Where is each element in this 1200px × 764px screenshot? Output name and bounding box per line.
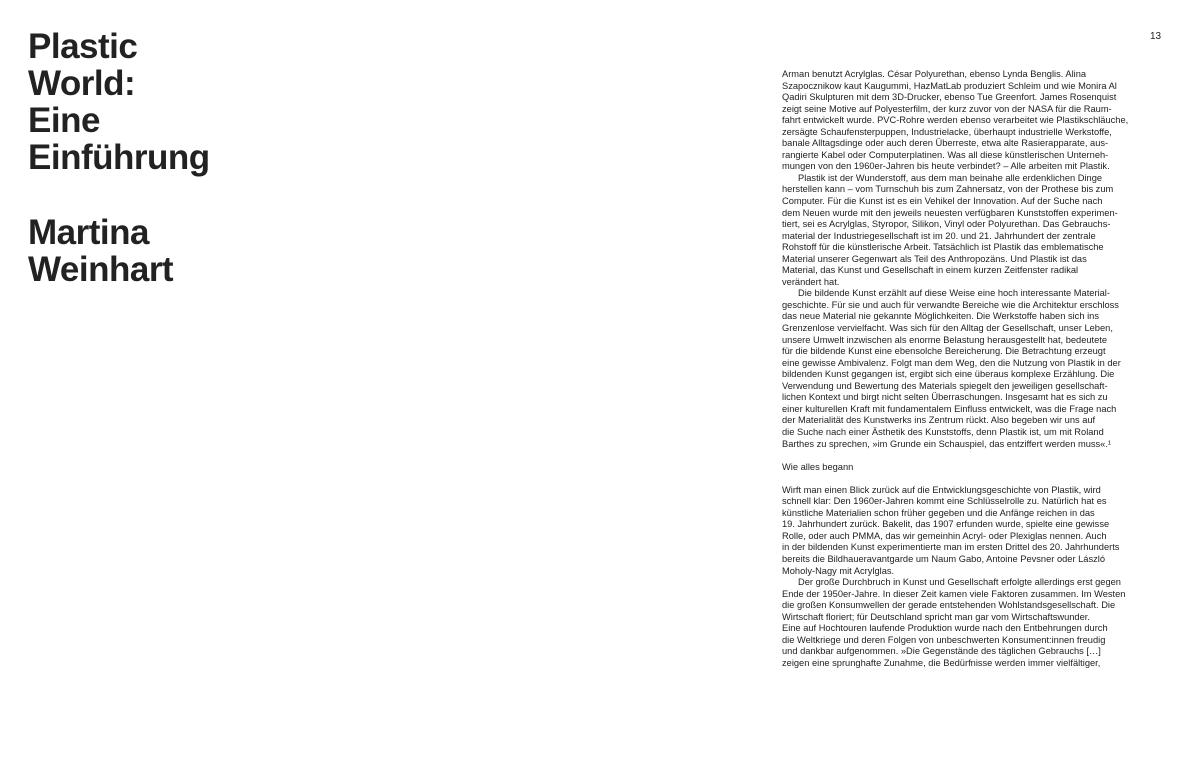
title-line: Einführung [28, 138, 210, 177]
title-line: World: [28, 64, 136, 103]
text-line: verändert hat. [782, 276, 840, 287]
text-line: der Materialität des Kunstwerks ins Zentrum rückt. Also begeben wir uns auf [782, 415, 1096, 426]
text-line: Plastik ist der Wunderstoff, aus dem man beinahe alle erdenklichen Dinge [798, 172, 1103, 183]
text-line: rangierte Kabel oder Computerplatinen. Was all diese künstlerischen Unterneh- [782, 149, 1109, 160]
text-line: bildenden Kunst gegangen ist, ergibt sich eine überaus komplexe Erzählung. Die [782, 369, 1115, 380]
text-line: Wirtschaft floriert; für Deutschland spricht man gar vom Wirtschaftswunder. [782, 611, 1090, 622]
article-title-block [28, 28, 358, 288]
paragraph [782, 69, 1152, 173]
text-line: lichen Kontext und birgt nicht selten Überraschungen. Insgesamt hat es sich zu [782, 392, 1108, 403]
text-line: die Suche nach einer Ästhetik des Kunststoffs, denn Plastik ist, um mit Roland [782, 426, 1104, 437]
text-line: material der Industriegesellschaft ist im 20. und 21. Jahrhundert der zentrale [782, 230, 1096, 241]
text-line: 19. Jahrhundert zurück. Bakelit, das 1907 erfunden wurde, spielte eine gewisse [782, 519, 1110, 530]
text-line: zeigen eine sprunghafte Zunahme, die Bedürfnisse werden immer vielfältiger, [782, 657, 1101, 668]
text-line: Die bildende Kunst erzählt auf diese Weise eine hoch interessante Material- [798, 288, 1110, 299]
text-line: geschichte. Für sie und auch für verwandte Bereiche wie die Architektur erschloss [782, 299, 1119, 310]
paragraph [782, 485, 1152, 577]
text-line: eine gewisse Ambivalenz. Folgt man dem Weg, den die Nutzung von Plastik in der [782, 357, 1121, 368]
text-line: die großen Konsumwellen der gerade entstehenden Wohlstandsgesellschaft. Die [782, 600, 1116, 611]
spacer [782, 473, 1152, 485]
text-line: und dankbar aufgenommen. »Die Gegenstände des täglichen Gebrauchs […] [782, 646, 1101, 657]
text-line: Szapocznikow kaut Kaugummi, HazMatLab produziert Schleim und wie Monira Al [782, 80, 1117, 91]
text-line: Ende der 1950er-Jahre. In dieser Zeit kamen viele Faktoren zusammen. Im Westen [782, 588, 1126, 599]
spacer [782, 450, 1152, 462]
text-line: Material, das Kunst und Gesellschaft in einem kurzen Zeitfenster radikal [782, 265, 1079, 276]
section-heading: Wie alles begann [782, 461, 854, 472]
paragraph [782, 288, 1152, 450]
paragraph [782, 577, 1152, 669]
text-line: dem Neuen wurde mit den jeweils neuesten verfügbaren Kunststoffen experimen- [782, 207, 1118, 218]
text-line: herstellen kann – vom Turnschuh bis zum Zahnersatz, von der Prothese bis zum [782, 184, 1114, 195]
title-line: Eine [28, 101, 100, 140]
text-line: die Weltkriege und deren Folgen von unbeschwerten Konsument:innen freudig [782, 634, 1106, 645]
text-line: Rohstoff für die künstlerische Arbeit. Tatsächlich ist Plastik das emblematische [782, 242, 1104, 253]
text-line: banale Alltagsdinge oder auch deren Überreste, etwa alte Rasierapparate, aus- [782, 138, 1109, 149]
text-line: Rolle, oder auch PMMA, das wir gemeinhin Acryl- oder Plexiglas nennen. Auch [782, 530, 1107, 541]
text-line: Moholy-Nagy mit Acrylglas. [782, 565, 895, 576]
text-line: Eine auf Hochtouren laufende Produktion wurde nach den Entbehrungen durch [782, 623, 1108, 634]
text-line: Barthes zu sprechen, »im Grunde ein Schauspiel, das entziffert werden muss«.¹ [782, 438, 1112, 449]
text-line: Qadiri Skulpturen mit dem 3D-Drucker, ebenso Tue Greenfort. James Rosenquist [782, 92, 1117, 103]
text-line: einer kulturellen Kraft mit fundamentalem Einfluss entwickelt, was die Frage nach [782, 403, 1117, 414]
text-line: das neue Material nie gekannte Möglichkeiten. Die Werkstoffe haben sich ins [782, 311, 1099, 322]
text-line: Arman benutzt Acrylglas. César Polyurethan, ebenso Lynda Benglis. Alina [782, 69, 1087, 79]
text-line: Grenzenlose vervielfacht. Was sich für den Alltag der Gesellschaft, unser Leben, [782, 323, 1113, 334]
text-line: Verwendung und Bewertung des Materials spiegelt den jeweiligen gesellschaft- [782, 380, 1108, 391]
author-line: Martina [28, 213, 149, 252]
text-line: Der große Durchbruch in Kunst und Gesellschaft erfolgte allerdings erst gegen [798, 577, 1121, 588]
text-line: Material unserer Gegenwart als Teil des Anthropozäns. Und Plastik ist das [782, 253, 1087, 264]
title-line: Plastic [28, 27, 138, 66]
author-line: Weinhart [28, 250, 174, 289]
paragraph [782, 173, 1152, 288]
title-author-gap [28, 176, 358, 214]
page-number: 13 [1150, 31, 1162, 42]
text-line: unsere Umwelt inzwischen als enorme Belastung herausgestellt hat, bedeutete [782, 334, 1108, 345]
text-line: in der bildenden Kunst experimentierte man im ersten Drittel des 20. Jahrhunderts [782, 542, 1120, 553]
text-line: mungen von den 1960er-Jahren bis heute verbindet? – Alle arbeiten mit Plastik. [782, 161, 1110, 172]
text-line: künstliche Materialien schon früher gegeben und die Anfänge reichen in das [782, 507, 1095, 518]
text-line: zeigt seine Motive auf Polyesterfilm, der kurz zuvor von der NASA für die Raum- [782, 103, 1112, 114]
body-text-column [782, 69, 1152, 669]
text-line: tiert, sei es Acrylglas, Styropor, Silikon, Vinyl oder Polyurethan. Das Gebrauchs- [782, 219, 1111, 230]
text-line: bereits die Bildhaueravantgarde um Naum Gabo, Antoine Pevsner oder László [782, 553, 1106, 564]
text-line: fahrt entwickelt wurde. PVC-Rohre werden ebenso verarbeitet wie Plastikschläuche, [782, 115, 1129, 126]
text-line: schnell klar: Den 1960er-Jahren kommt eine Schlüsselrolle zu. Natürlich hat es [782, 496, 1107, 507]
text-line: für die bildende Kunst eine ebensolche Bereicherung. Die Betrachtung erzeugt [782, 346, 1106, 357]
text-line: Wirft man einen Blick zurück auf die Entwicklungsgeschichte von Plastik, wird [782, 484, 1101, 495]
text-line: zersägte Schaufensterpuppen, Industrielacke, überhaupt industrielle Werkstoffe, [782, 126, 1112, 137]
text-line: Computer. Für die Kunst ist es ein Vehikel der Innovation. Auf der Suche nach [782, 196, 1103, 207]
